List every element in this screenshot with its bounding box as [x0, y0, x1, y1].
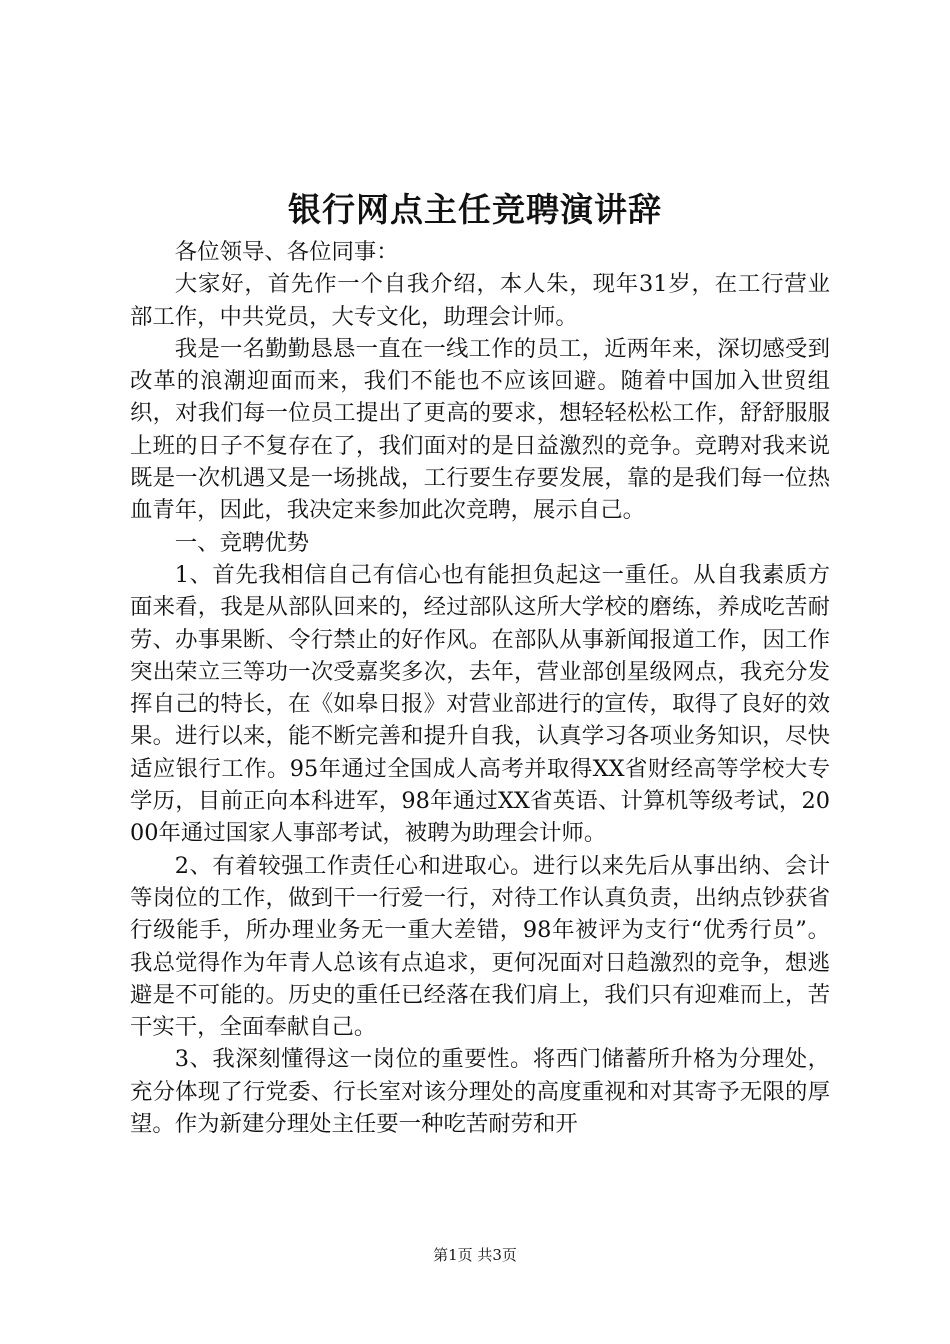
- intro-paragraph: 大家好，首先作一个自我介绍，本人朱，现年31岁，在工行营业部工作，中共党员，大专文化，助理会计师。: [130, 271, 830, 330]
- page-footer: 第1页 共3页: [433, 1246, 517, 1264]
- salutation-paragraph: 各位领导、各位同事：: [174, 239, 399, 265]
- advantage-paragraph-2: 2、有着较强工作责任心和进取心。进行以来先后从事出纳、会计等岗位的工作，做到干一行爱一行，对待工作认真负责，出纳点钞获省行级能手，所办理业务无一重大差错，98年被评为支行“优秀行员”。我总觉得作为年青人总该有点追求，更何况面对日趋激烈的竞争，想逃避是不可能的。历史的重任已经落在我们肩上，我们只有迎难而上，苦干实干，全面奉献自己。: [130, 852, 830, 1041]
- section-heading: 一、竞聘优势: [174, 529, 310, 556]
- document-title: 银行网点主任竞聘演讲辞: [288, 190, 662, 229]
- advantage-paragraph-3: 3、我深刻懂得这一岗位的重要性。将西门储蓄所升格为分理处，充分体现了行党委、行长室对该分理处的高度重视和对其寄予无限的厚望。作为新建分理处主任要一种吃苦耐劳和开: [130, 1046, 830, 1138]
- advantage-paragraph-1: 1、首先我相信自己有信心也有能担负起这一重任。从自我素质方面来看，我是从部队回来的，经过部队这所大学校的磨练，养成吃苦耐劳、办事果断、令行禁止的好作风。在部队从事新闻报道工作，因工作突出荣立三等功一次受嘉奖多次，去年，营业部创星级网点，我充分发挥自己的特长，在《如皋日报》对营业部进行的宣传，取得了良好的效果。进行以来，能不断完善和提升自我，认真学习各项业务知识，尽快适应银行工作。95年通过全国成人高考并取得XX省财经高等学校大专学历，目前正向本科进军，98年通过XX省英语、计算机等级考试，2000年通过国家人事部考试，被聘为助理会计师。: [130, 561, 830, 847]
- motivation-paragraph: 我是一名勤勤恳恳一直在一线工作的员工，近两年来，深切感受到改革的浪潮迎面而来，我们不能也不应该回避。随着中国加入世贸组织，对我们每一位员工提出了更高的要求，想轻轻松松工作，舒舒服服上班的日子不复存在了，我们面对的是日益激烈的竞争。竞聘对我来说既是一次机遇又是一场挑战，工行要生存要发展，靠的是我们每一位热血青年，因此，我决定来参加此次竞聘，展示自己。: [130, 335, 830, 524]
- document-body: [130, 236, 830, 1140]
